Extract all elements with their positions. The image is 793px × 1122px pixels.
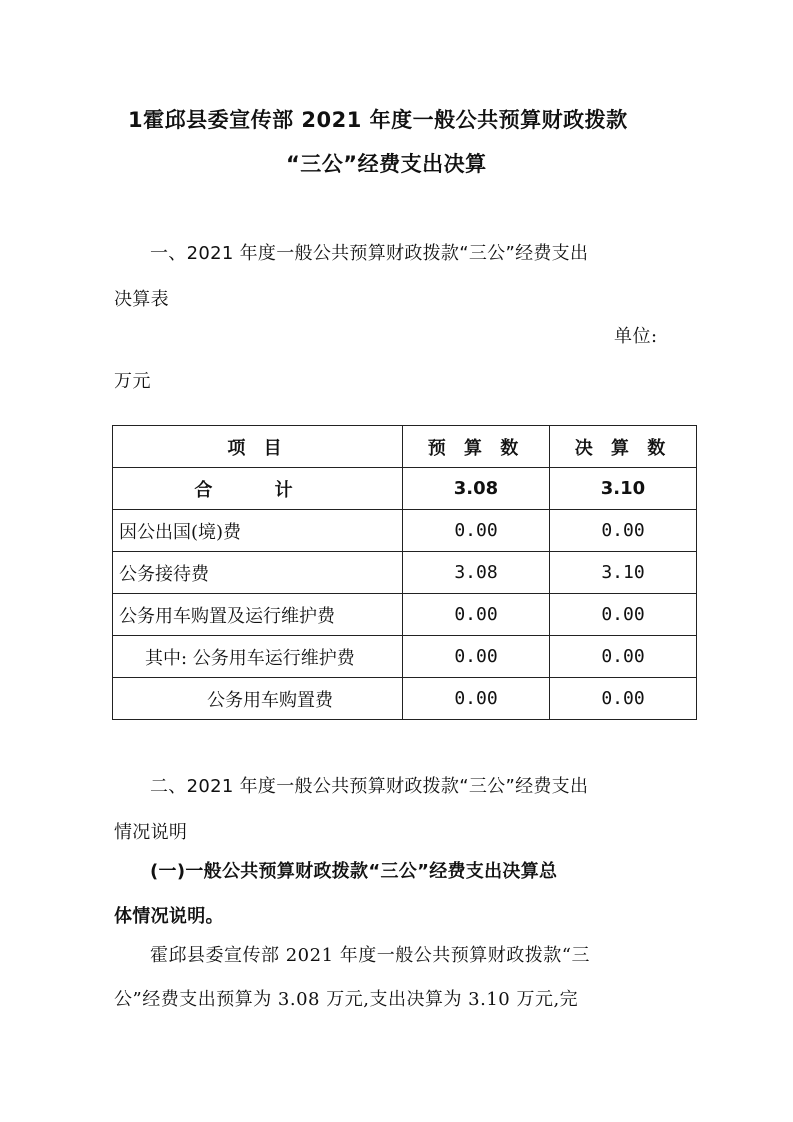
total-label: 合 计 — [113, 468, 403, 510]
row-label: 因公出国(境)费 — [113, 510, 403, 552]
table-row — [113, 510, 697, 552]
subsection1-heading-line1: (一)一般公共预算财政拨款“三公”经费支出决算总 — [150, 861, 558, 882]
section1-heading-line1: 一、2021 年度一般公共预算财政拨款“三公”经费支出 — [150, 243, 589, 264]
row-final: 0.00 — [550, 636, 697, 678]
section1-heading-line2: 决算表 — [114, 289, 169, 310]
total-budget: 3.08 — [403, 468, 550, 510]
table-header-row — [113, 426, 697, 468]
row-label: 公务接待费 — [113, 552, 403, 594]
row-label: 公务用车购置及运行维护费 — [113, 594, 403, 636]
row-budget: 3.08 — [403, 552, 550, 594]
table-row — [113, 594, 697, 636]
row-budget: 0.00 — [403, 678, 550, 720]
section2-heading-line1: 二、2021 年度一般公共预算财政拨款“三公”经费支出 — [150, 776, 589, 797]
row-label: 公务用车购置费 — [113, 678, 403, 720]
table-row — [113, 552, 697, 594]
row-final: 3.10 — [550, 552, 697, 594]
unit-label: 单位: — [614, 326, 658, 347]
three-public-expenses-table — [112, 425, 697, 720]
row-final: 0.00 — [550, 594, 697, 636]
unit-value: 万元 — [114, 371, 151, 392]
row-final: 0.00 — [550, 510, 697, 552]
row-budget: 0.00 — [403, 636, 550, 678]
document-title-line2: “三公”经费支出决算 — [286, 152, 487, 176]
row-budget: 0.00 — [403, 594, 550, 636]
paragraph-line1: 霍邱县委宣传部 2021 年度一般公共预算财政拨款“三 — [150, 945, 590, 966]
total-final: 3.10 — [550, 468, 697, 510]
table-row — [113, 678, 697, 720]
table-row — [113, 636, 697, 678]
section2-heading-line2: 情况说明 — [114, 822, 188, 843]
header-budget: 预 算 数 — [403, 426, 550, 468]
table-total-row — [113, 468, 697, 510]
row-budget: 0.00 — [403, 510, 550, 552]
subsection1-heading-line2: 体情况说明。 — [114, 906, 224, 927]
document-title-line1: 1霍邱县委宣传部 2021 年度一般公共预算财政拨款 — [128, 108, 628, 132]
header-item: 项 目 — [113, 426, 403, 468]
row-label: 其中: 公务用车运行维护费 — [113, 636, 403, 678]
header-final: 决 算 数 — [550, 426, 697, 468]
paragraph-line2: 公”经费支出预算为 3.08 万元,支出决算为 3.10 万元,完 — [114, 989, 579, 1010]
row-final: 0.00 — [550, 678, 697, 720]
